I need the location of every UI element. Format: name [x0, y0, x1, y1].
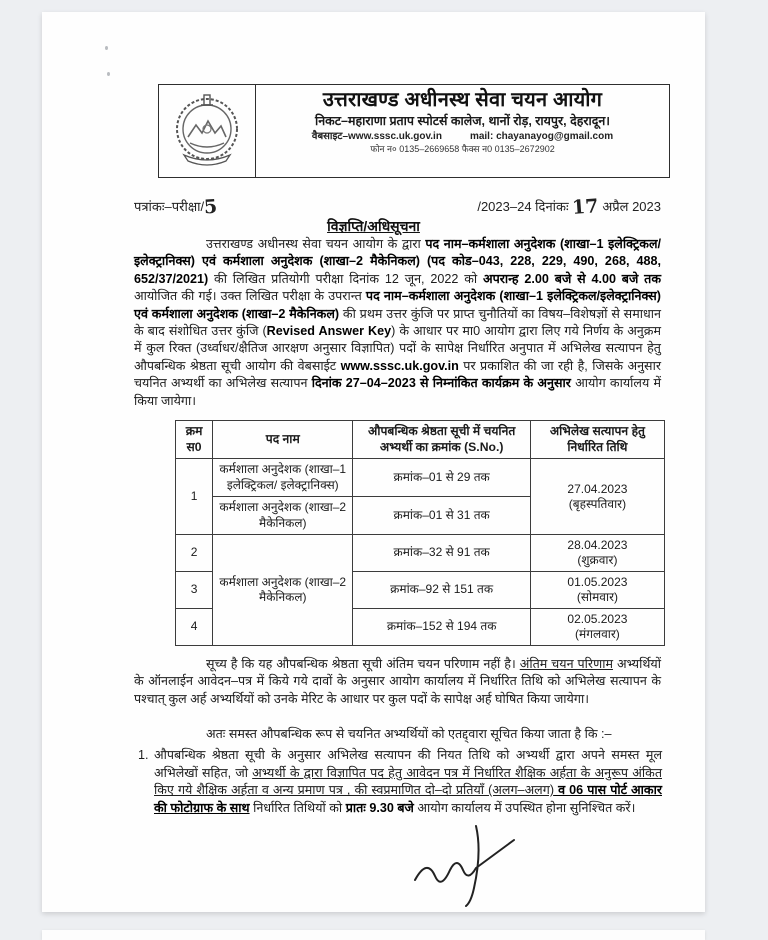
uttarakhand-sssc-emblem-icon	[168, 91, 246, 171]
letter-number: पत्रांकः–परीक्षा/5	[134, 195, 219, 219]
cell-date: 02.05.2023 (मंगलवार)	[530, 609, 664, 646]
org-contact-line	[256, 131, 669, 143]
cell-date: 28.04.2023 (शुक्रवार)	[530, 535, 664, 572]
org-emblem	[159, 85, 256, 177]
cell-post: कर्मशाला अनुदेशक (शाखा–2 मैकेनिकल)	[213, 497, 353, 535]
scan-speck	[107, 72, 110, 76]
instruction-item-1: 1. औपबन्धिक श्रेष्ठता सूची के अनुसार अभिलेख सत्यापन की नियत तिथि को अभ्यर्थी द्वारा अपने समस्त मूल अभिलेखों सहित, जो अभ्यर्थी के द्वारा विज्ञापित पद हेतु आवेदन पत्र में निर्धारित शैक्षिक अर्हता के अनुरूप अंकित किए गये शैक्षिक अर्हता व अन्य प्रमाण पत्र , की स्वप्रमाणित दो–दो प्रतियाँ (अलग–अलग) व 06 पास पोर्ट आकार की फोटोग्राफ के साथ निर्धारित तिथियों को प्रातः 9.30 बजे आयोग कार्यालय में उपस्थित होना सुनिश्चित करें।	[138, 748, 662, 815]
cell-range: क्रमांक–152 से 194 तक	[353, 609, 530, 646]
next-page-preview	[42, 930, 705, 940]
letter-number-handwritten: 5	[203, 195, 219, 219]
scan-speck	[105, 46, 108, 50]
cell-serial: 4	[176, 609, 213, 646]
handwritten-signature	[400, 818, 550, 918]
table-row	[176, 459, 665, 497]
org-website: वैबसाइट–www.sssc.uk.gov.in	[311, 131, 442, 143]
cell-date: 27.04.2023 (बृहस्पतिवार)	[530, 459, 664, 535]
col-header-serial: क्रम स0	[176, 421, 213, 459]
col-header-date: अभिलेख सत्यापन हेतु निर्धारित तिथि	[530, 421, 664, 459]
cell-range: क्रमांक–01 से 31 तक	[353, 497, 530, 535]
cell-date: 01.05.2023 (सोमवार)	[530, 572, 664, 609]
letter-date: /2023–24 दिनांकः 17 अप्रैल 2023	[477, 195, 661, 219]
list-number: 1.	[138, 748, 149, 762]
paragraph-exam-details: उत्तराखण्ड अधीनस्थ सेवा चयन आयोग के द्वारा पद नाम–कर्मशाला अनुदेशक (शाखा–1 इलेक्ट्रिकल/इलेक्ट्रानिक्स) एवं कर्मशाला अनुदेशक (शाखा–2 मैकेनिकल) (पद कोड–043, 228, 229, 490, 268, 488, 652/37/2021) की लिखित प्रतियोगी परीक्षा दिनांक 12 जून, 2022 को अपरान्ह 2.00 बजे से 4.00 बजे तक आयोजित की गई। उक्त लिखित परीक्षा के उपरान्त पद नाम–कर्मशाला अनुदेशक (शाखा–1 इलेक्ट्रिकल/इलेक्ट्रानिक्स) एवं कर्मशाला अनुदेशक (शाखा–2 मैकेनिकल) की प्रथम उत्तर कुंजि पर प्राप्त चुनौतियों का विषय–विशेषज्ञों से समाधान के बाद संशोधित उत्तर कुंजि (Revised Answer Key) के आधार पर मा0 आयोग द्वारा लिए गये निर्णय के अनुक्रम में कुल रिक्त (उर्ध्वाधर/क्षैतिज आरक्षण अनुसार विज्ञापित) पदों के सापेक्ष निर्धारित अनुपात में अभिलेख सत्यापन हेतु औपबन्धिक श्रेष्ठता सूची आयोग की वेबसाईट www.sssc.uk.gov.in पर प्रकाशित की जा रही है, जिसके अनुसार चयनित अभ्यर्थी का अभिलेख सत्यापन दिनांक 27–04–2023 से निम्नांकित कार्यक्रम के अनुसार आयोग कार्यालय में किया जायेगा।	[134, 237, 662, 408]
paragraph-result-note: सूच्य है कि यह औपबन्धिक श्रेष्ठता सूची अंतिम चयन परिणाम नहीं है। अंतिम चयन परिणाम अभ्यर्थियों के ऑनलाईन आवेदन–पत्र में किये गये दावों के अनुसार आयोग कार्यालय में निर्धारित तिथि को अभिलेख सत्यापन के पश्चात् कुल अर्ह अभ्यर्थियों को उनके मेरिट के आधार पर कुल पदों के सापेक्ष अर्ह घोषित किया जायेगा।	[134, 657, 661, 706]
cell-range: क्रमांक–92 से 151 तक	[353, 572, 530, 609]
org-email: mail: chayanayog@gmail.com	[469, 131, 614, 143]
cell-range: क्रमांक–32 से 91 तक	[353, 535, 530, 572]
org-name: उत्तराखण्ड अधीनस्थ सेवा चयन आयोग	[322, 89, 603, 111]
document-page	[42, 12, 705, 912]
cell-post: कर्मशाला अनुदेशक (शाखा–2 मैकेनिकल)	[213, 535, 353, 646]
document-title: विज्ञप्ति/अधिसूचना	[327, 218, 420, 234]
table-header-row	[176, 421, 665, 459]
list-intro-line: अतः समस्त औपबन्धिक रूप से चयनित अभ्यर्थियों को एतद्द्वारा सूचित किया जाता है कि :–	[206, 727, 612, 741]
cell-serial: 1	[176, 459, 213, 535]
org-address: निकट–महाराणा प्रताप स्पोटर्स कालेज, थानों रोड़, रायपुर, देहरादून।	[314, 114, 611, 128]
col-header-post: पद नाम	[213, 421, 353, 459]
letterhead-box	[158, 84, 670, 178]
cell-serial: 3	[176, 572, 213, 609]
cell-post: कर्मशाला अनुदेशक (शाखा–1 इलेक्ट्रिकल/ इलेक्ट्रानिक्स)	[213, 459, 353, 497]
table-row	[176, 535, 665, 572]
cell-range: क्रमांक–01 से 29 तक	[353, 459, 530, 497]
col-header-range: औपबन्धिक श्रेष्ठता सूची में चयनित अभ्यर्थी का क्रमांक (S.No.)	[353, 421, 530, 459]
cell-serial: 2	[176, 535, 213, 572]
letter-date-handwritten: 17	[571, 195, 600, 219]
verification-schedule-table	[175, 420, 665, 646]
org-phone-line: फोन न० 0135–2669658 फैक्स न0 0135–2672902	[370, 143, 555, 154]
